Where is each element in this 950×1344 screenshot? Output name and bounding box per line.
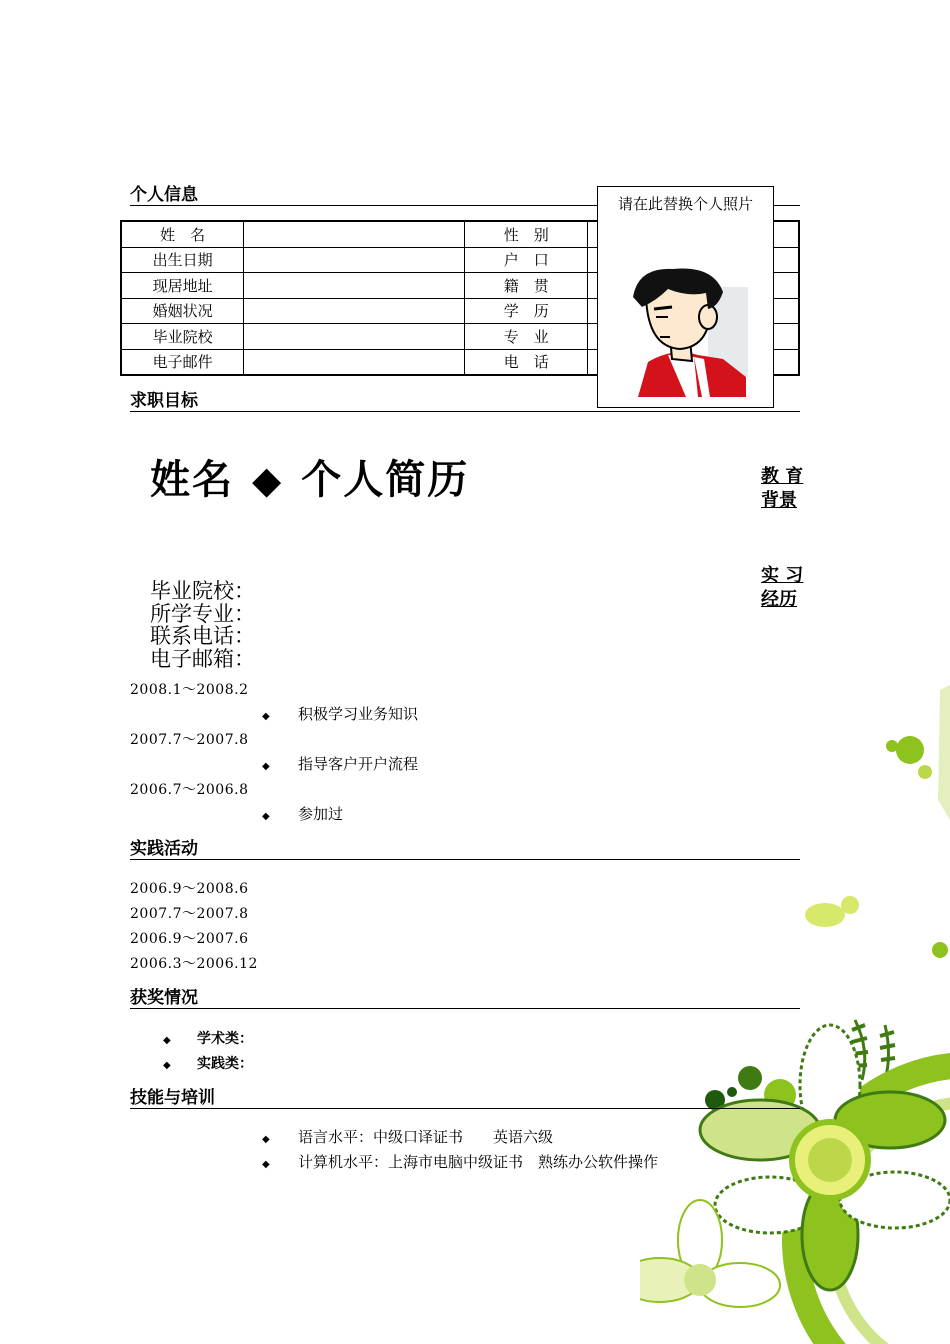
award-item: ◆ 学术类： (163, 1031, 253, 1047)
label-phone: 电 话 (465, 349, 588, 375)
label-gender: 性 别 (465, 221, 588, 247)
contact-block (150, 580, 255, 670)
label-native-place: 籍 贯 (465, 273, 588, 299)
internship-item: ◆ 积极学习业务知识 (262, 705, 419, 723)
title-name: 姓名 (150, 457, 234, 503)
diamond-icon: ◆ (252, 458, 284, 502)
internship-item: ◆ 参加过 (262, 805, 344, 823)
practice-date: 2006.9～2007.6 (130, 931, 249, 947)
bullet-icon: ◆ (262, 1134, 270, 1145)
cartoon-avatar-icon (628, 267, 748, 397)
contact-phone: 联系电话： (150, 624, 255, 648)
title-text: 个人简历 (301, 457, 470, 503)
section-title-skills: 技能与培训 (130, 1088, 800, 1109)
practice-date: 2007.7～2007.8 (130, 906, 249, 922)
bullet-icon: ◆ (262, 1159, 270, 1170)
section-title-objective: 求职目标 (130, 391, 800, 412)
label-address: 现居地址 (121, 273, 244, 299)
skill-item: ◆ 计算机水平：上海市电脑中级证书 熟练办公软件操作 (262, 1153, 659, 1171)
contact-major: 所学专业： (150, 601, 255, 626)
internship-date: 2007.7～2007.8 (130, 732, 249, 748)
value-school[interactable] (244, 324, 465, 350)
floral-decoration-icon (640, 680, 950, 1344)
label-marital: 婚姻状况 (121, 298, 244, 324)
bullet-icon: ◆ (262, 761, 270, 772)
label-email: 电子邮件 (121, 349, 244, 375)
section-title-awards: 获奖情况 (130, 988, 800, 1009)
skill-item: ◆ 语言水平：中级口译证书 英语六级 (262, 1128, 554, 1146)
bullet-icon: ◆ (262, 711, 270, 722)
practice-date: 2006.3～2006.12 (130, 956, 258, 972)
bullet-icon: ◆ (163, 1035, 171, 1046)
contact-email: 电子邮箱： (150, 646, 255, 671)
label-school: 毕业院校 (121, 324, 244, 350)
photo-caption: 请在此替换个人照片 (617, 195, 753, 213)
label-degree: 学 历 (465, 298, 588, 324)
label-major: 专 业 (465, 324, 588, 350)
education-background-label: 教 育 背景 (761, 466, 804, 511)
internship-date: 2006.7～2006.8 (130, 782, 249, 798)
bullet-icon: ◆ (163, 1060, 171, 1071)
value-birthdate[interactable] (244, 247, 465, 273)
section-title-personal-info: 个人信息 (130, 185, 800, 206)
contact-school: 毕业院校： (150, 579, 255, 603)
internship-item: ◆ 指导客户开户流程 (262, 755, 419, 773)
photo-placeholder[interactable] (597, 186, 774, 408)
award-item: ◆ 实践类： (163, 1056, 253, 1072)
bullet-icon: ◆ (262, 811, 270, 822)
value-email[interactable] (244, 349, 465, 375)
label-birthdate: 出生日期 (121, 247, 244, 273)
label-name: 姓 名 (121, 221, 244, 247)
internship-label: 实 习 经历 (761, 565, 804, 610)
internship-date: 2008.1～2008.2 (130, 682, 249, 698)
value-name[interactable] (244, 221, 465, 247)
value-marital[interactable] (244, 298, 465, 324)
resume-title (150, 448, 469, 505)
section-title-practice: 实践活动 (130, 839, 800, 860)
practice-date: 2006.9～2008.6 (130, 881, 249, 897)
label-hukou: 户 口 (465, 247, 588, 273)
value-address[interactable] (244, 273, 465, 299)
